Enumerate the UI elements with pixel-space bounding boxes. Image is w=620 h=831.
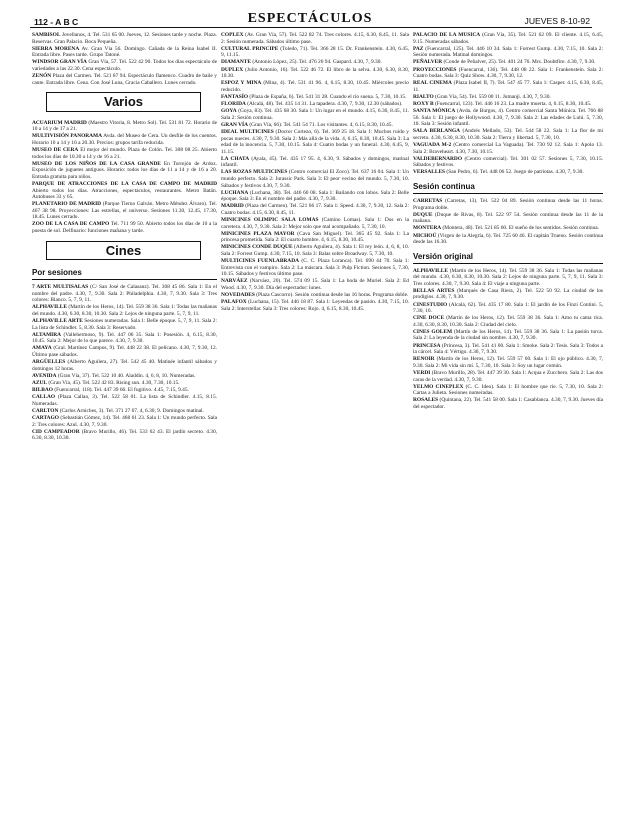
listing-details: (Martín de los Heros, 14). Tel. 559 38 36. Sala 1: La pasión turca. Sala 2: La leyenda de la ciudad sin nombre. 4.30, 7, 9.30. [413, 328, 603, 342]
listing-name: PALAFOX [221, 299, 247, 306]
listing-name: COPLEX [221, 32, 244, 38]
listing-details: (Plaza Callao, 3). Tel. 522 58 01. La lista de Schindler. 4.15, 8.15. Numeradas. [32, 394, 217, 407]
listing-details: (Fuencarral, 136). Tel. 448 08 22. Sala 1: Frankenstein. Sala 2: Cuatro bodas. Sala 3: Quiz Show. 4.30, 7, 9.30, 12. [413, 66, 603, 80]
column-1 [32, 32, 217, 811]
listing-name: AVENIDA [32, 372, 57, 379]
listing-entry [221, 101, 409, 108]
listing-entry [413, 329, 603, 342]
listing-entry [221, 190, 409, 203]
listing-details: (Carretas, 13). Tel. 522 04 89. Sesión continua desde las 11 horas. Programa doble. [413, 198, 603, 211]
listing-name: DUPLEX [221, 66, 244, 73]
listing-entry [221, 122, 409, 129]
listing-details: (C/ San José de Calasanz). Tel. 308 45 86. Sala 1: En el nombre del padre. 4.30, 7, 9.30. Sala 2: Philadelphia. 4.30, 7, 9.30. Sala 3: Tres colores: Blanco. 5, 7, 9, 11. [32, 284, 217, 304]
listing-name: FANTASÍO [221, 93, 249, 100]
listing-name: MULTIVISIÓN PANORAMA [32, 133, 103, 140]
listing-details: (Gran Vía, 35). Tel. 521 62 09. El cliente. 4.15, 6.45, 9.15. Numeradas sábados. [413, 32, 603, 45]
section-title: ESPECTÁCULOS [247, 11, 373, 26]
listing-details: (Centro comercial). Tel. 301 02 57. Sesiones 5, 7.30, 10.15. Sábados y festivos. [413, 155, 603, 169]
listing-entry [413, 156, 603, 169]
listing-details: (Martín de los Heros, 12). Tel. 559 57 60. Sala 1: El ojo público. 4.30, 7, 9.30. Sala 2: Mi vida sin mí. 5, 7.30, 10. Sala 3: Soy un lugar común. [413, 356, 603, 369]
listing-details: Avda. del Museo de Cera. Un desfile de los cuentos. Horario 10 a 14 y 16 a 20.30. Precios: grupos tarifa reducida. [32, 133, 217, 146]
listing-details: Plaza del Carmen. Tel. 521 87 94. Espectáculo flamenco. Cuadro de baile y cante. Entrada libre. Cena. Con José Luna, Gracia Caballero. Lunes cerrado. [32, 73, 217, 86]
listing-details: (Toledo, 71). Tel. 366 28 15. Dr. Frankenstein. 4.30, 6.45, 9, 11.15. [221, 45, 409, 59]
listing-details: (Centro comercial La Vaguada). Tel. 730 92 12. Sala 1: Apolo 13. Sala 2: Braveheart. 4.30, 7.30, 10.15. [413, 142, 603, 155]
listing-details: (Centro comercial El Zoco). Tel. 637 16 04. Sala 1: Un mundo perfecto. Sala 2: Jurassic Park. Sala 3: El peor vecino del mundo. 5, 7.30, 10. Sábados y festivos 4.30, 7, 9.30. [221, 169, 409, 189]
listing-name: CINESTUDIO [413, 301, 448, 308]
listing-entry [32, 73, 217, 86]
listing-name: CARRETAS [413, 198, 443, 205]
listing-entry [221, 203, 409, 216]
listing-entry [221, 46, 409, 59]
listing-name: NARVÁEZ [221, 278, 248, 285]
listing-name: LUCHANA [221, 189, 249, 196]
listing-details: (C. C. Ideo). Sala 1: El hombre que ríe. 5, 7.30, 10. Sala 2: Cartas a Julieta. Sesiones numeradas. [413, 383, 603, 397]
listing-entry [32, 147, 217, 160]
listing-name: ROXY B [413, 101, 434, 108]
listing-entry [32, 345, 217, 358]
listing-name: VALDEBERNARDO [413, 155, 463, 162]
listing-name: REAL CINEMA [413, 80, 452, 87]
listing-entry [32, 373, 217, 380]
listing-entry [413, 108, 603, 128]
listing-details: (Gran Vía, 54). Tel. 559 00 11. Jumanji. 4.30, 7, 9.30. [435, 93, 551, 100]
listing-name: AZUL [32, 379, 47, 386]
listing-details: (Alcalá, 62). Tel. 435 17 80. Sala 1: El jardín de los Finzi Contini. 5, 7.30, 10. [413, 301, 603, 315]
listing-name: MUSEO DE CERA [32, 147, 79, 154]
listing-details: (Plaza Isabel II, 7). Tel. 547 45 77. Sala 1: Casper. 4.15, 6.30, 8.45, 11. [413, 80, 603, 93]
listing-entry [221, 108, 409, 121]
listing-details: (Carlos Arniches, 3). Tel. 371 27 67. 4, 6.30, 9. Domingos matinal. [59, 407, 204, 414]
listing-entry [32, 120, 217, 133]
listing-details: Av. Gran Vía 56. Domingo. Cañada de la Reina Isabel II. Entrada libre. Pases tarde. Grupo Tatoné. [32, 45, 217, 59]
listing-name: CALLAO [32, 394, 56, 401]
listing-name: ZENÓN [32, 73, 52, 80]
listing-entry [32, 380, 217, 387]
listing-name: PARQUE DE ATRACCIONES DE LA CASA DE CAMPO DE MADRID [32, 181, 217, 187]
listing-entry [32, 161, 217, 181]
listing-entry [221, 67, 409, 80]
listing-entry [32, 46, 217, 59]
header-rule [30, 27, 592, 28]
listing-name: SIERRA MORENA [32, 45, 80, 52]
heading-cines: Cines [46, 241, 201, 261]
listing-details: (Alberto Aguilera, 4). Sala 1: El rey león. 4, 6, 8, 10. Sala 2: Forrest Gump. 4.30, 7.15, 10. Sala 3: Balas sobre Broadway. 5, 7.30, 10. [221, 244, 409, 257]
listing-details: (Goya, 83). Tel. 435 68 30. Sala 1: Un lugar en el mundo. 4.15, 6.30, 8.45, 11. Sala 2: Sesión continua. [221, 108, 409, 121]
listing-name: SAMBISOL [32, 32, 61, 38]
listing-details: (Fuencarral, 118). Tel. 447 39 66. El fugitivo. 4.45, 7.15, 9.45. [54, 387, 189, 394]
listing-details: (Andrés Mellado, 53). Tel. 544 58 22. Sala 1: La flor de mi secreto. 4.30, 6.30, 8.30, 10.30. Sala 2: Tierra y libertad. 5, 7.30, 10. [413, 128, 603, 141]
listing-name: CINE DOCE [413, 315, 445, 322]
listing-entry [32, 415, 217, 428]
listing-details: (Antonio López, 25). Tel. 476 26 94. Gaspard. 4.30, 7, 9.30. [252, 59, 382, 66]
listing-name: MINICINES OLIMPIC SALA LOMAS [221, 217, 319, 224]
listing-entry [413, 315, 603, 328]
listing-details: (Julio Antonio, 16). Tel. 522 46 72. El libro de la selva. 4.30, 6.30, 8.30, 10.30. [221, 66, 409, 80]
listing-name: MICHOÚ [413, 232, 437, 239]
listing-details: (Gran Vía, 45). Tel. 522 42 83. Rising sun. 4.30, 7.30, 10.15. [48, 379, 180, 386]
listing-details: (Bravo Murillo, 28). Tel. 447 39 30. Sala 1: Acqua e Zucchero. Sala 2: Las dos caras de la verdad. 4.30, 7, 9.30. [413, 369, 603, 383]
listing-entry [32, 429, 217, 442]
listing-details: (Bravo Murillo, 46). Tel. 533 62 43. El jardín secreto. 4.30, 6.30, 8.30, 10.30. [32, 428, 217, 442]
list-col3 [413, 32, 603, 176]
listing-name: CARTAGO [32, 415, 59, 422]
listing-name: SANTA MÓNICA [413, 108, 456, 115]
listing-entry [221, 156, 409, 169]
column-2 [221, 32, 409, 811]
listing-entry [413, 268, 603, 288]
listing-details: (San Pedro, 6). Tel. 448 06 52. Juego de patriotas. 4.30, 7, 9.30. [446, 169, 584, 176]
listing-entry [221, 32, 409, 45]
listing-details: (Plaza de España, 6). Tel. 541 31 28. Cuando el río suena. 5, 7.30, 10.15. [249, 93, 407, 100]
listing-entry [221, 278, 409, 291]
listing-details: (Parque Tierno Galván. Metro Méndez Álvaro). Tel. 467 38 98. Proyecciones: Las estrellas, el universo. Sesiones 11.30, 12.45, 17.30, 18.45. Lunes cerrado. [32, 201, 217, 221]
listing-entry [413, 343, 603, 356]
listing-entry [32, 59, 217, 72]
listing-name: CID CAMPEADOR [32, 428, 80, 435]
listing-entry [32, 332, 217, 345]
listing-name: NOVEDADES [221, 292, 255, 299]
listing-entry [413, 59, 603, 66]
listing-details: Jovellanos, 4. Tel. 531 65 00. Jueves, 12. Sesiones tarde y noche. Plaza. Reservas. Gran Palacio. Boca Pequeña. [32, 32, 217, 45]
listing-name: CARLTON [32, 407, 59, 414]
listing-details: (Martín de los Heros, 14). Tel. 559 38 36. Sala 1: Todas las mañanas del mundo. 4.30, 6.30, 8.30, 10.30. Sala 2: Lejos de ninguna parte. 5, 7, 9, 11. [32, 304, 217, 317]
listing-entry [413, 288, 603, 301]
listing-name: CULTURAL PRINCIPE [221, 45, 279, 52]
listing-details: (C. C. Plaza Loranca). Tel. 690 44 70. Sala 1: Entrevista con el vampiro. Sala 2: La máscara. Sala 3: Pulp Fiction. Sesiones 5, 7.30, 10.15. Sábados y festivos último pase. [221, 258, 409, 278]
listing-name: LAS ROZAS MULTICINES [221, 169, 288, 176]
listing-details: (Ayala, 45). Tel. 435 17 95. 4, 6.30, 9. Sábados y domingos, matinal infantil. [221, 155, 409, 169]
listing-name: PROYECCIONES [413, 66, 457, 73]
listing-name: ALPHAVILLE ARTE [32, 318, 83, 325]
listing-name: PAZ [413, 45, 424, 52]
listing-name: MINICINES CONDE DUQUE [221, 244, 293, 251]
subheading-version-original: Versión original [413, 252, 603, 264]
listing-details: (Avda. de Burgos, 4). Centro comercial Santa Mónica. Tel. 766 88 56. Sala 1: El juego de Hollywood. 4.30, 7, 9.30. Sala 2: Las edades de Lulú. 5, 7.30, 10. Sala 3: Sesión infantil. [413, 108, 603, 128]
listing-details: En Torrejón de Ardoz. Exposición de juguetes antiguos. Horario: todos los días de 11 a 14 y de 16 a 20. Entrada gratuita para niños. [32, 160, 217, 180]
listing-name: IDEAL MULTICINES [221, 129, 274, 135]
listing-details: (Vallehermoso, 9). Tel. 447 06 35. Sala 1: Posesión. 4, 6.15, 8.30, 10.45. Sala 2: Mejor de lo que parece. 4.30, 7, 9.30. [32, 331, 217, 345]
listing-details: (Conde de Peñalver, 25). Tel. 401 24 76. Mrs. Doubtfire. 4.30, 7, 9.30. [443, 59, 596, 66]
listing-name: VERDI [413, 369, 431, 376]
subheading-sesion-continua: Sesión continua [413, 182, 603, 194]
listing-details: (Gran Vía, 66). Tel. 541 54 71. Los visitantes. 4, 6.15, 8.30, 10.45. [249, 121, 393, 128]
listing-entry [413, 101, 603, 108]
listing-entry [221, 258, 409, 278]
listing-details: (Mina, 4). Tel. 531 41 96. 4, 6.15, 8.30, 10.45. Miércoles precio reducido. [221, 80, 409, 93]
listing-name: PRINCESA [413, 342, 441, 349]
listing-entry [32, 201, 217, 221]
listing-entry [221, 94, 409, 101]
listing-entry [32, 32, 217, 45]
listing-details: El mejor del mundo. Plaza de Colón. Tel. 308 08 25. Abierto todos los días de 10.30 a 14 y de 16 a 21. [32, 147, 217, 160]
listing-entry [413, 233, 603, 246]
listing-details: Sesiones numeradas. Sala 1: Belle époque. 5, 7, 9, 11. Sala 2: La lista de Schindler. 5, 8.30. Sala 3: Reservado. [32, 318, 217, 331]
listing-entry [413, 384, 603, 397]
list-col2 [221, 32, 409, 312]
listing-name: ALTAMIRA [32, 331, 62, 338]
listing-details: (Marqués de Casa Riera, 2). Tel. 522 50 92. La ciudad de los prodigios. 4.30, 7, 9.30. [413, 287, 603, 301]
page-header [0, 0, 620, 27]
issue-date: JUEVES 8-10-92 [524, 16, 590, 26]
listing-details: (Luchana, 38). Tel. 446 60 08. Sala 1: Bailando con lobos. Sala 2: Belle époque. Sala 3: En el nombre del padre. 4.30, 7, 9.30. [221, 189, 409, 203]
listing-details: (Martín de los Heros, 14). Tel. 559 38 36. Sala 1: Todas las mañanas del mundo. 4.30, 6.30, 8.30, 10.30. Sala 2: Lejos de ninguna parte. 5, 7, 9, 11. Sala 3: Tres colores. 4.30, 7, 9.30. Sala 4: El viaje a ninguna parte. [413, 267, 603, 287]
list-top [32, 32, 217, 86]
listing-details: (Alcalá, 48). Tel. 435 14 31. La tapadera. 4.30, 7, 9.30, 12.30 (sábados). [247, 101, 403, 108]
listing-entry [221, 80, 409, 93]
listing-name: PALACIO DE LA MÚSICA [413, 32, 481, 38]
listing-name: VAGUADA M-2 [413, 142, 452, 149]
listing-entry [32, 304, 217, 317]
list-varios [32, 120, 217, 235]
listing-details: (Fuencarral, 123). Tel. 446 16 23. La madre muerta. 4, 6.15, 8.30, 10.45. [434, 101, 592, 108]
listing-entry [413, 80, 603, 93]
listing-entry [32, 387, 217, 394]
listing-entry [413, 356, 603, 369]
listing-entry [221, 231, 409, 244]
listing-entry [32, 221, 217, 234]
listing-details: (Camino Lomas). Sala 1: Dos en la carretera. 4.30, 7, 9.30. Sala 2: Mejor solo que mal acompañado. 5, 7.30, 10. [221, 217, 409, 230]
listing-entry [413, 397, 603, 410]
listing-details: Gran Vía, 57. Tel. 522 42 90. Todos los días espectáculo de variedades a las 22.30. Cena espectáculo. [32, 59, 217, 72]
listing-entry [221, 292, 409, 299]
listing-name: BILBAO [32, 387, 53, 394]
listing-name: MONTERA [413, 225, 442, 232]
listing-name: CINES GOLEM [413, 328, 453, 335]
listing-name: FLORIDA [221, 101, 246, 108]
listing-name: RIALTO [413, 93, 434, 100]
listing-details: (Montera, 48). Tel. 521 85 60. El sueño de los sentidos. Sesión continua. [442, 225, 599, 232]
list-cines [32, 284, 217, 442]
listing-name: LA CHATA [221, 155, 250, 162]
list-vo [413, 268, 603, 411]
listing-name: MINICINES PLAZA MAYOR [221, 230, 295, 237]
listing-name: ALPHAVILLE [32, 304, 67, 311]
listing-details: (Luchana, 15). Tel. 446 18 87. Sala 1: Leyendas de pasión. 4.30, 7.15, 10. Sala 2: Interstellar. Sala 3: Tres colores: Rojo. 4, 6.15, 8.30, 10.45. [221, 299, 409, 312]
listing-name: ZOO DE LA CASA DE CAMPO [32, 221, 110, 228]
heading-varios: Varios [46, 92, 201, 112]
listing-entry [32, 359, 217, 372]
listing-entry [413, 128, 603, 141]
listing-name: ROSALES [413, 397, 439, 404]
subheading-por-sesiones: Por sesiones [32, 268, 217, 280]
listing-name: WINDSOR GRAN VÍA [32, 59, 87, 66]
listing-name: ACUARIUM MADRID [32, 119, 87, 126]
listing-name: VERSALLES [413, 169, 446, 176]
listing-entry [413, 212, 603, 225]
listing-details: (Princesa, 3). Tel. 541 41 00. Sala 1: Smoke. Sala 2: Tesis. Sala 3: Todos a la cárcel. Sala 4: Vértigo. 4.30, 7, 9.30. [413, 342, 603, 356]
listing-entry [32, 394, 217, 407]
listing-entry [221, 169, 409, 189]
listing-entry [413, 370, 603, 383]
listing-name: YELMO CINEPLEX [413, 383, 464, 390]
listing-entry [32, 318, 217, 331]
listing-details: (Quintana, 22). Tel. 541 58 00. Sala 1: Casablanca. 4.30, 7, 9.30. Jueves día del espectador. [413, 397, 603, 410]
listing-details: (Cava San Miguel). Tel. 365 45 92. Sala 1: La princesa prometida. Sala 2: El cuarto hombre. 4, 6.15, 8.30, 10.45. [221, 230, 409, 244]
listing-details: (Fuencarral, 125). Tel. 446 10 34. Sala 1: Forrest Gump. 4.30, 7.15, 10. Sala 2: Sesión numerada. Matinal domingos. [413, 45, 603, 59]
listing-entry [221, 129, 409, 155]
listing-name: ARGÜELLES [32, 359, 66, 366]
listing-entry [221, 299, 409, 312]
listing-details: (Duque de Rivas, 8). Tel. 522 97 54. Sesión continua desde las 11 de la mañana. [413, 211, 603, 225]
column-3 [413, 32, 603, 811]
list-continua [413, 198, 603, 246]
listing-entry [32, 284, 217, 304]
listing-name: BELLAS ARTES [413, 287, 455, 294]
listing-name: PEÑALVER [413, 59, 443, 66]
listing-entry [413, 198, 603, 211]
listing-details: (Plaza Cascorro). Sesión continua desde las 16 horas. Programa doble. [256, 292, 409, 299]
listing-details: (Alberto Aguilera, 27). Tel. 542 45 40. Matinée infantil sábados y domingos 12 horas. [32, 359, 217, 372]
listing-name: DUQUE [413, 211, 433, 218]
listing-entry [413, 32, 603, 45]
listing-entry [32, 133, 217, 146]
listing-name: AMAYA [32, 345, 52, 352]
listing-details: (Av. Gran Vía, 57). Tel. 522 82 74. Tres colores. 4.15, 6.30, 8.45, 11. Sala 2: Sesión numerada. Sábados último pase. [221, 32, 409, 45]
listing-details: (Plaza del Carmen). Tel. 521 66 17. Sala 1: Speed. 4.30, 7, 9.30, 12. Sala 2: Cuatro bodas. 4.15, 6.30, 8.45, 11. [221, 203, 409, 216]
listing-name: 7 ARTE MULTISALAS [32, 284, 89, 291]
listing-name: GOYA [221, 108, 237, 115]
page-number: 112 - A B C [34, 17, 79, 27]
listing-entry [413, 94, 603, 101]
listing-entry [221, 244, 409, 257]
listing-name: ESPOZ Y MINA [221, 80, 262, 87]
listing-details: (Gral. Martínez Campos, 9). Tel. 448 22 38. El pelícano. 4.30, 7, 9.30, 12. Último pase sábados. [32, 345, 217, 358]
listing-details: Abierto todos los días. Atracciones, espectáculos, restaurantes. Metro Batán. Autobuses 33 y 65. [32, 187, 217, 201]
listing-details: (Sebastián Gómez, 14). Tel. 468 61 23. Sala 1: Un mundo perfecto. Sala 2: Tres colores: Azul. 4.30, 7, 9.30. [32, 415, 217, 428]
listing-entry [32, 181, 217, 201]
listing-details: Tel. 711 99 50. Abierto todos los días de 10 a la puesta de sol. Delfinario: funciones mañana y tarde. [32, 221, 217, 235]
listing-details: (Narváez, 20). Tel. 574 09 15. Sala 1: La boda de Muriel. Sala 2: Ed Wood. 4.30, 7, 9.30. Día del espectador: lunes. [221, 278, 409, 291]
listing-name: DIAMANTE [221, 59, 251, 66]
listing-entry [413, 46, 603, 59]
listing-details: (Maestro Vitoria, 8. Metro Sol). Tel. 531 81 72. Horario de 10 a 14 y de 17 a 21. [32, 119, 217, 133]
listing-entry [413, 169, 603, 176]
listing-details: (Gran Vía, 37). Tel. 522 10 40. Aladdin. 4, 6, 8, 10. Numeradas. [57, 372, 196, 379]
listing-entry [413, 67, 603, 80]
listing-name: SALA BERLANGA [413, 128, 461, 135]
listing-entry [413, 142, 603, 155]
listing-entry [413, 225, 603, 232]
listing-name: MUSEO DE LOS NIÑOS DE LA CASA GRANDE [32, 160, 161, 167]
listing-entry [221, 217, 409, 230]
listing-name: GRAN VÍA [221, 121, 249, 128]
listing-name: MULTICINES FUENLABRADA [221, 258, 299, 265]
listing-details: (Martín de los Heros, 12). Tel. 559 38 36. Sala 1: Amo tu cama rica. 4.30, 6.30, 8.30, 10.30. Sala 2: Ciudad del cielo. [413, 315, 603, 328]
listing-entry [221, 59, 409, 66]
listing-name: RENOIR [413, 356, 435, 363]
listing-name: ALPHAVILLE [413, 267, 448, 274]
listing-details: (Virgen de la Alegría, 6). Tel. 725 60 46. El capitán Trueno. Sesión continua desde las 16.30. [413, 232, 603, 246]
listing-name: MADRID [221, 203, 244, 210]
listing-entry [32, 408, 217, 415]
listing-entry [413, 302, 603, 315]
listing-name: PLANETARIO DE MADRID [32, 201, 102, 208]
listing-details: (Doctor Cortezo, 6). Tel. 369 25 18. Sala 1: Muchos ruido y pocas nueces. 4.30, 7, 9.30. Sala 2: Más allá de la vida. 4, 6.15, 8.30, 10.45. Sala 3: La edad de la inocencia. 5, 7.30, 10.15. Sala 4: Cuatro bodas y un funeral. 4.30, 6.45, 9, 11.15. [221, 129, 409, 155]
